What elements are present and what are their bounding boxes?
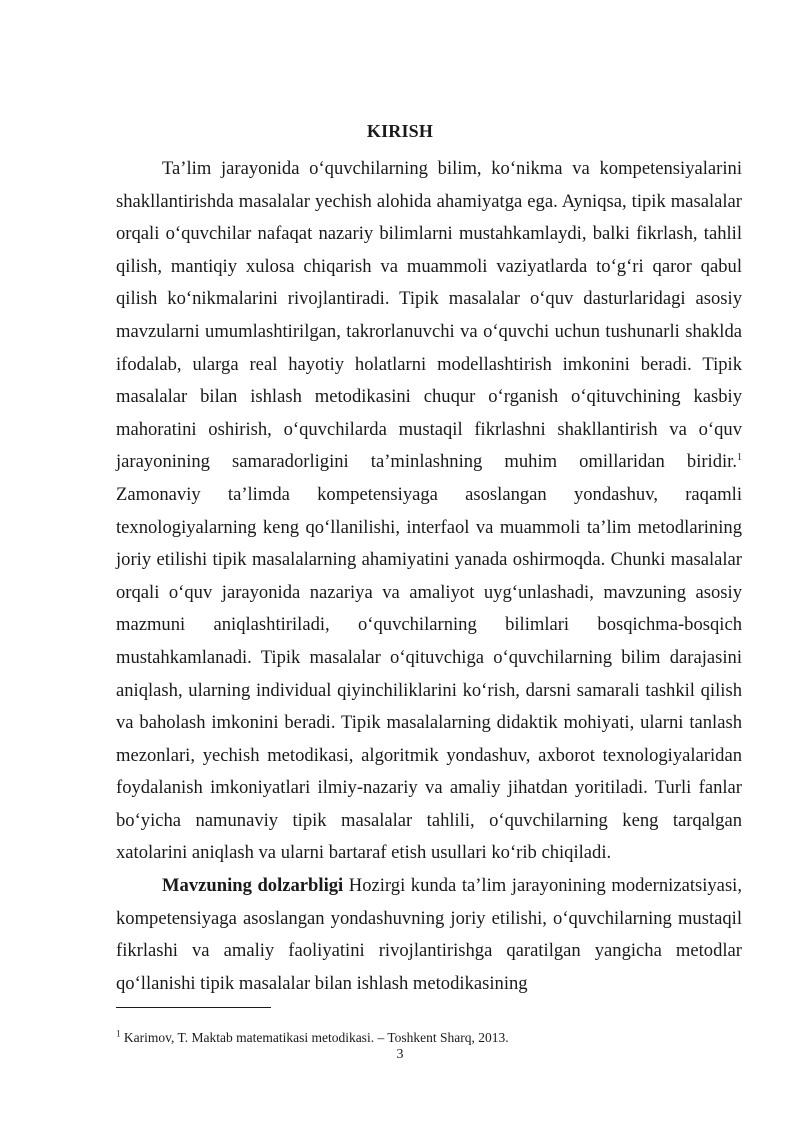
paragraph-relevance	[116, 870, 742, 1000]
footnote-text: Karimov, T. Maktab matematikasi metodikasi. – Toshkent Sharq, 2013.	[120, 1030, 509, 1045]
body-text	[116, 153, 742, 1000]
paragraph-introduction	[116, 153, 742, 870]
footnote-marker: 1	[116, 1028, 121, 1039]
relevance-heading: Mavzuning dolzarbligi	[162, 875, 344, 897]
paragraph-introduction-part2: Zamonaviy ta’limda kompetensiyaga asoslangan yondashuv, raqamli texnologiyalarning keng qo‘llanilishi, interfaol va muammoli ta’lim metodlarining joriy etilishi tipik masalalarning ahamiyatini yanada oshirmoqda. Chunki masalalar orqali o‘quv jarayonida nazariya va amaliyot uyg‘unlashadi, mavzuning asosiy mazmuni aniqlashtiriladi, o‘quvchilarning bilimlari bosqichma-bosqich mustahkamlanadi. Tipik masalalar o‘qituvchiga o‘quvchilarning bilim darajasini aniqlash, ularning individual qiyinchiliklarini ko‘rish, darsni samarali tashkil qilish va baholash imkonini beradi. Tipik masalalarning didaktik mohiyati, ularni tanlash mezonlari, yechish metodikasi, algoritmik yondashuv, axborot texnologiyalaridan foydalanish imkoniyatlari ilmiy-nazariy va amaliy jihatdan yoritiladi. Turli fanlar bo‘yicha namunaviy tipik masalalar tahlili, o‘quvchilarning keng tarqalgan xatolarini aniqlash va ularni bartaraf etish usullari ko‘rib chiqiladi.	[116, 483, 742, 864]
relevance-text: Hozirgi kunda ta’lim jarayonining modernizatsiyasi, kompetensiyaga asoslangan yondashuvning joriy etilishi, o‘quvchilarning mustaqil fikrlashi va amaliy faoliyatini rivojlantirishga qaratilgan yangicha metodlar qo‘llanishi tipik masalalar bilan ishlash metodikasining	[116, 875, 742, 994]
footnote	[116, 1030, 742, 1046]
page-number: 3	[396, 1047, 404, 1062]
footnote-separator	[116, 1007, 271, 1008]
section-title: KIRISH	[366, 121, 434, 141]
paragraph-introduction-part1: Ta’lim jarayonida o‘quvchilarning bilim, ko‘nikma va kompetensiyalarini shakllantirishda masalalar yechish alohida ahamiyatga ega. Ayniqsa, tipik masalalar orqali o‘quvchilar nafaqat nazariy bilimlarni mustahkamlaydi, balki fikrlash, tahlil qilish, mantiqiy xulosa chiqarish va muammoli vaziyatlarda to‘g‘ri qaror qabul qilish ko‘nikmalarini rivojlantiradi. Tipik masalalar o‘quv dasturlaridagi asosiy mavzularni umumlashtirilgan, takrorlanuvchi va o‘quvchi uchun tushunarli shaklda ifodalab, ularga real hayotiy holatlarni modellashtirish imkonini beradi. Tipik masalalar bilan ishlash metodikasini chuqur o‘rganish o‘qituvchining kasbiy mahoratini oshirish, o‘quvchilarda mustaqil fikrlashni shakllantirish va o‘quv jarayonining samaradorligini ta’minlashning muhim omillaridan biridir.	[116, 158, 742, 473]
footnote-reference[interactable]: 1	[737, 452, 742, 464]
